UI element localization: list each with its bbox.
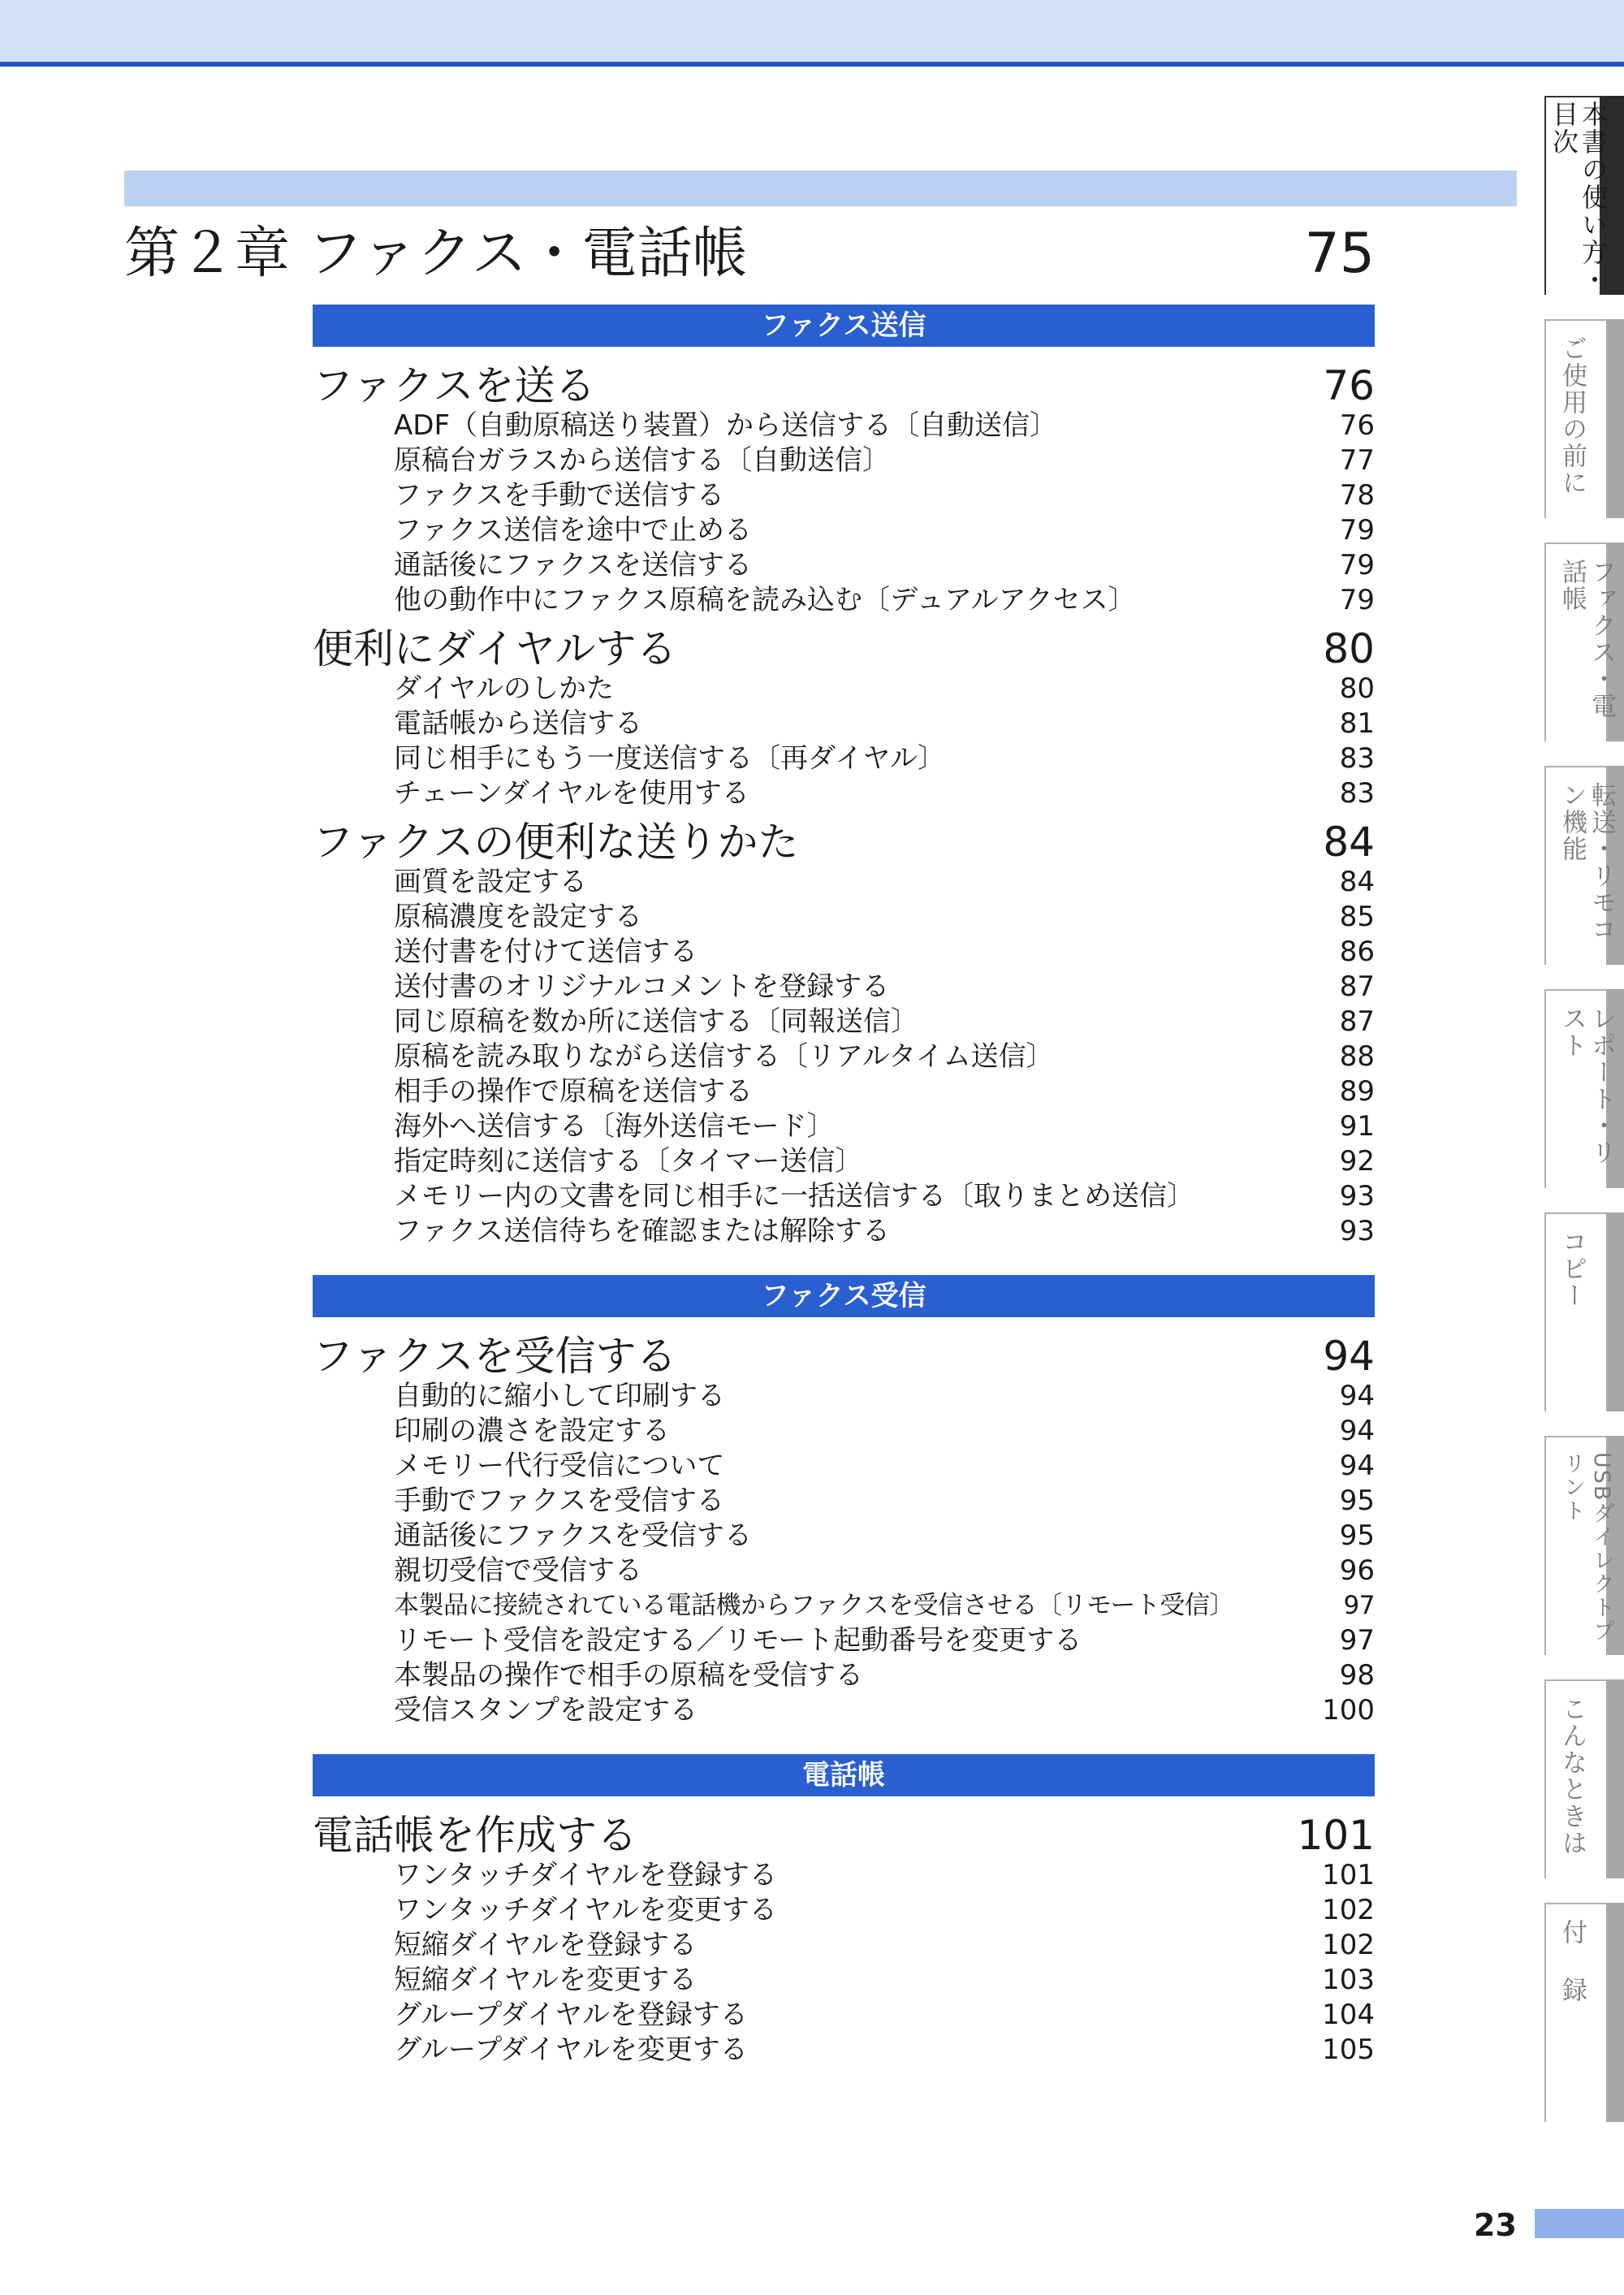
page-marker-bar (1535, 2209, 1624, 2238)
toc-entry[interactable]: 通話後にファクスを送信する ..... 79 (313, 548, 1375, 583)
side-tab[interactable]: ファクス・電話帳 (1543, 542, 1624, 741)
toc-entry[interactable]: 指定時刻に送信する〔タイマー送信〕 ..... 92 (313, 1144, 1375, 1179)
toc-entry[interactable]: 自動的に縮小して印刷する ..... 94 (313, 1379, 1375, 1414)
toc-entry[interactable]: ファクス送信を途中で止める ..... 79 (313, 513, 1375, 548)
side-tab[interactable]: レポート・リスト (1543, 989, 1624, 1188)
section-band: ファクス送信 (313, 305, 1375, 347)
section-band: 電話帳 (313, 1754, 1375, 1796)
page-number: 23 (1474, 2207, 1517, 2243)
table-of-contents (313, 305, 1375, 2068)
leader-dots (756, 247, 1298, 279)
side-tab[interactable]: 転送・リモコン機能 (1543, 766, 1624, 965)
toc-entry[interactable]: 本製品に接続されている電話機からファクスを受信させる〔リモート受信〕 ..... 97 (313, 1588, 1375, 1623)
toc-entry-heading[interactable]: ファクスの便利な送りかた ..... 84 (313, 819, 1375, 865)
toc-entry[interactable]: グループダイヤルを登録する ..... 104 (313, 1998, 1375, 2033)
toc-entry[interactable]: チェーンダイヤルを使用する ..... 83 (313, 776, 1375, 811)
toc-entry[interactable]: 親切受信で受信する ..... 96 (313, 1554, 1375, 1588)
section-band: ファクス受信 (313, 1275, 1375, 1317)
top-header-band (0, 0, 1624, 67)
side-tab[interactable]: ご使用の前に (1543, 319, 1624, 518)
toc-entry-heading[interactable]: ファクスを送る ..... 76 (313, 363, 1375, 408)
toc-entry[interactable]: 短縮ダイヤルを登録する ..... 102 (313, 1928, 1375, 1963)
toc-entry[interactable]: グループダイヤルを変更する ..... 105 (313, 2033, 1375, 2068)
toc-entry[interactable]: 原稿台ガラスから送信する〔自動送信〕 ..... 77 (313, 443, 1375, 478)
toc-entry[interactable]: 相手の操作で原稿を送信する ..... 89 (313, 1074, 1375, 1109)
toc-entry[interactable]: ダイヤルのしかた ..... 80 (313, 672, 1375, 707)
side-tab[interactable]: コピー (1543, 1212, 1624, 1411)
toc-entry[interactable]: 同じ相手にもう一度送信する〔再ダイヤル〕 ..... 83 (313, 741, 1375, 776)
toc-entry-heading[interactable]: 便利にダイヤルする ..... 80 (313, 626, 1375, 672)
toc-entry[interactable]: 同じ原稿を数か所に送信する〔同報送信〕 ..... 87 (313, 1005, 1375, 1039)
chapter-title-line (124, 218, 1375, 291)
toc-entry[interactable]: ファクスを手動で送信する ..... 78 (313, 478, 1375, 513)
toc-entry[interactable]: 手動でファクスを受信する ..... 95 (313, 1484, 1375, 1519)
toc-entry[interactable]: 短縮ダイヤルを変更する ..... 103 (313, 1963, 1375, 1998)
chapter-title: 第２章 ファクス・電話帳 (124, 222, 748, 286)
toc-entry[interactable]: 海外へ送信する〔海外送信モード〕 ..... 91 (313, 1109, 1375, 1144)
side-tab[interactable]: USBダイレクトプリント (1543, 1436, 1624, 1655)
toc-entry[interactable]: メモリー代行受信について ..... 94 (313, 1449, 1375, 1484)
toc-entry[interactable]: ファクス送信待ちを確認または解除する ..... 93 (313, 1214, 1375, 1249)
side-tab[interactable]: 付録 (1543, 1903, 1624, 2122)
toc-entry[interactable]: 本製品の操作で相手の原稿を受信する ..... 98 (313, 1658, 1375, 1693)
toc-entry-heading[interactable]: ファクスを受信する ..... 94 (313, 1333, 1375, 1379)
toc-entry[interactable]: 印刷の濃さを設定する ..... 94 (313, 1414, 1375, 1449)
toc-entry[interactable]: 送付書のオリジナルコメントを登録する ..... 87 (313, 970, 1375, 1005)
side-tab-active[interactable]: 本書の使い方・目次 (1543, 96, 1624, 295)
toc-entry-heading[interactable]: 電話帳を作成する ..... 101 (313, 1813, 1375, 1858)
toc-entry[interactable]: ADF（自動原稿送り装置）から送信する〔自動送信〕 ..... 76 (313, 408, 1375, 443)
toc-entry[interactable]: 他の動作中にファクス原稿を読み込む〔デュアルアクセス〕 ..... 79 (313, 583, 1375, 618)
chapter-page: 75 (1304, 222, 1375, 286)
side-index-tabs (1543, 96, 1624, 2126)
toc-entry[interactable]: 送付書を付けて送信する ..... 86 (313, 935, 1375, 970)
toc-entry[interactable]: 電話帳から送信する ..... 81 (313, 707, 1375, 741)
toc-entry[interactable]: 通話後にファクスを受信する ..... 95 (313, 1519, 1375, 1554)
toc-entry[interactable]: メモリー内の文書を同じ相手に一括送信する〔取りまとめ送信〕 ..... 93 (313, 1179, 1375, 1214)
chapter-header-strip (124, 171, 1517, 206)
toc-entry[interactable]: 画質を設定する ..... 84 (313, 865, 1375, 900)
toc-entry[interactable]: リモート受信を設定する／リモート起動番号を変更する ..... 97 (313, 1623, 1375, 1658)
toc-entry[interactable]: ワンタッチダイヤルを登録する ..... 101 (313, 1858, 1375, 1893)
toc-entry[interactable]: 受信スタンプを設定する ..... 100 (313, 1693, 1375, 1728)
toc-entry[interactable]: ワンタッチダイヤルを変更する ..... 102 (313, 1893, 1375, 1928)
toc-entry[interactable]: 原稿濃度を設定する ..... 85 (313, 900, 1375, 935)
toc-entry[interactable]: 原稿を読み取りながら送信する〔リアルタイム送信〕 ..... 88 (313, 1039, 1375, 1074)
side-tab[interactable]: こんなときは (1543, 1679, 1624, 1878)
